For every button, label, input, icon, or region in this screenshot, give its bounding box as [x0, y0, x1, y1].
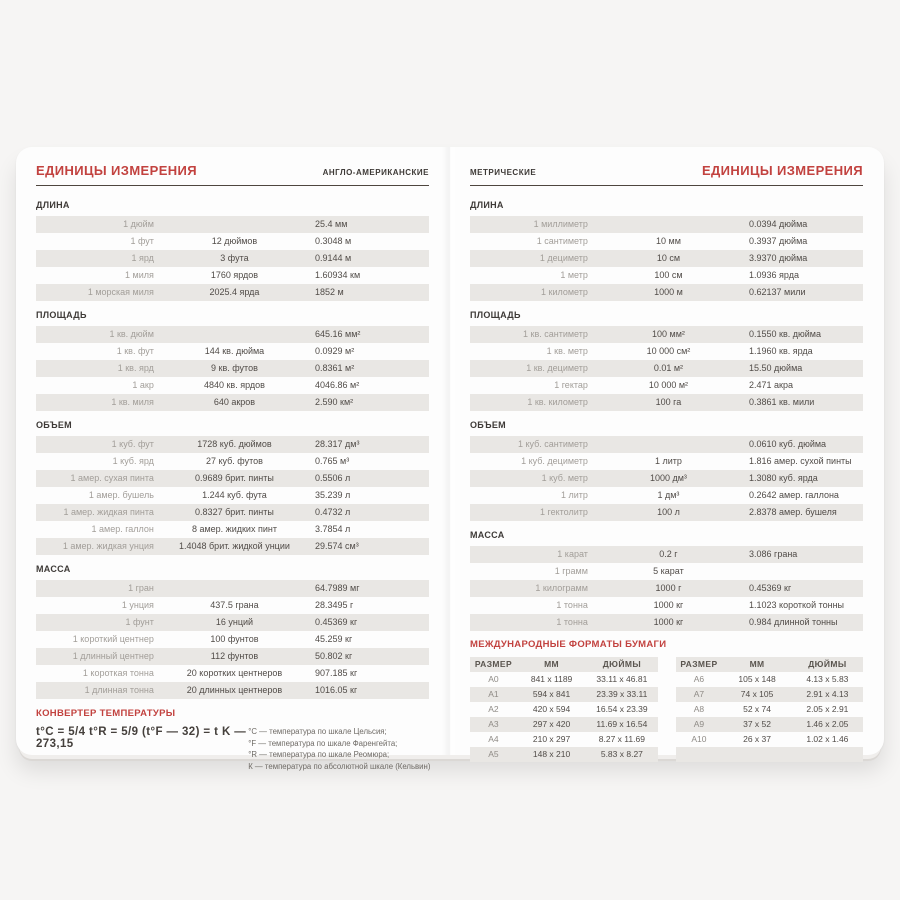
- unit-name: 1 фут: [130, 236, 154, 246]
- unit-value: 0.3861 кв. мили: [749, 397, 815, 407]
- section-rows: [36, 216, 429, 301]
- unit-value: 3.7854 л: [315, 524, 351, 534]
- unit-value: 2.8378 амер. бушеля: [749, 507, 837, 517]
- unit-name: 1 амер. бушель: [88, 490, 154, 500]
- table-row: [36, 343, 429, 360]
- paper-size-mm: 52 x 74: [743, 704, 771, 714]
- unit-equivalent: 2025.4 ярда: [209, 287, 260, 297]
- unit-name: 1 кв. миля: [111, 397, 154, 407]
- unit-value: 0.765 м³: [315, 456, 350, 466]
- unit-name: 1 километр: [541, 287, 588, 297]
- unit-name: 1 гектолитр: [540, 507, 588, 517]
- unit-value: 1852 м: [315, 287, 344, 297]
- unit-equivalent: 1 литр: [654, 456, 682, 466]
- unit-equivalent: 27 куб. футов: [205, 456, 263, 466]
- paper-table-a0-a5: [470, 657, 658, 762]
- paper-table-row: [676, 717, 864, 732]
- unit-equivalent: 437.5 грана: [210, 600, 259, 610]
- section-rows: [470, 216, 863, 301]
- paper-table-row: [470, 672, 658, 687]
- unit-value: 3.9370 дюйма: [749, 253, 808, 263]
- page-right: [450, 147, 884, 759]
- paper-formats-title: МЕЖДУНАРОДНЫЕ ФОРМАТЫ БУМАГИ: [470, 639, 667, 650]
- unit-equivalent: 20 длинных центнеров: [186, 685, 283, 695]
- unit-value: [749, 563, 863, 580]
- table-row: [470, 394, 863, 411]
- table-row: [36, 360, 429, 377]
- header-rule: [470, 185, 863, 186]
- unit-name: 1 кв. ярд: [117, 363, 154, 373]
- unit-value: 29.574 см³: [315, 541, 359, 551]
- unit-section: [470, 309, 863, 411]
- unit-value: 50.802 кг: [315, 651, 353, 661]
- page-title: ЕДИНИЦЫ ИЗМЕРЕНИЯ: [36, 163, 198, 178]
- unit-name: 1 тонна: [556, 617, 588, 627]
- paper-size-inches: 1.46 x 2.05: [806, 719, 849, 729]
- section-title: МАССА: [470, 530, 505, 540]
- unit-section: [36, 563, 429, 699]
- unit-equivalent: 100 л: [657, 507, 680, 517]
- paper-table-row: [676, 687, 864, 702]
- table-row: [36, 538, 429, 555]
- paper-size-mm: 594 x 841: [532, 689, 571, 699]
- paper-size-mm: 148 x 210: [532, 749, 571, 759]
- unit-name: 1 куб. сантиметр: [517, 439, 588, 449]
- temperature-body: [36, 726, 429, 773]
- unit-name: 1 кв. километр: [527, 397, 588, 407]
- paper-size-mm: 841 x 1189: [530, 674, 573, 684]
- table-row: [470, 216, 863, 233]
- section-rows: [470, 546, 863, 631]
- unit-equivalent: 1000 м: [654, 287, 683, 297]
- paper-size-mm: 210 x 297: [532, 734, 571, 744]
- unit-value: 0.1550 кв. дюйма: [749, 329, 821, 339]
- unit-equivalent: 100 см: [654, 270, 683, 280]
- temperature-legend-line: °F — температура по шкале Фаренгейта;: [248, 738, 398, 748]
- paper-column-header: ММ: [749, 659, 765, 669]
- unit-value: 0.0610 куб. дюйма: [749, 439, 827, 449]
- table-row: [36, 233, 429, 250]
- unit-name: 1 дециметр: [539, 253, 588, 263]
- unit-equivalent: 10 см: [656, 253, 681, 263]
- paper-table-row: [470, 717, 658, 732]
- section-rows: [470, 326, 863, 411]
- paper-column-header: РАЗМЕР: [680, 659, 718, 669]
- unit-value: 0.62137 мили: [749, 287, 806, 297]
- unit-value: 2.471 акра: [749, 380, 793, 390]
- paper-size-inches: 33.11 x 46.81: [596, 674, 648, 684]
- unit-equivalent: 10 000 см²: [646, 346, 691, 356]
- unit-value: 0.2642 амер. галлона: [749, 490, 839, 500]
- unit-equivalent: 144 кв. дюйма: [204, 346, 265, 356]
- unit-equivalent: 10 мм: [656, 236, 681, 246]
- table-row: [470, 504, 863, 521]
- unit-equivalent: 112 фунтов: [210, 651, 259, 661]
- paper-size-inches: 4.13 x 5.83: [806, 674, 849, 684]
- unit-name: 1 амер. галлон: [91, 524, 154, 534]
- unit-value: 64.7989 мг: [315, 583, 360, 593]
- table-row: [36, 487, 429, 504]
- unit-name: 1 кв. фут: [116, 346, 154, 356]
- unit-value: 0.45369 кг: [315, 617, 358, 627]
- table-row: [36, 394, 429, 411]
- paper-table-row: [470, 687, 658, 702]
- paper-table-row: [676, 732, 864, 747]
- table-row: [36, 250, 429, 267]
- unit-equivalent: 12 дюймов: [211, 236, 258, 246]
- page-header-left: [36, 163, 429, 181]
- paper-column-header: ДЮЙМЫ: [808, 659, 847, 669]
- unit-name: 1 кв. дециметр: [526, 363, 588, 373]
- table-row: [36, 267, 429, 284]
- paper-size-inches: 16.54 x 23.39: [596, 704, 648, 714]
- table-row: [36, 648, 429, 665]
- unit-name: 1 морская миля: [87, 287, 154, 297]
- table-row: [470, 436, 863, 453]
- unit-name: 1 унция: [121, 600, 154, 610]
- paper-table-row: [676, 747, 864, 762]
- unit-value: 1.1023 короткой тонны: [749, 600, 845, 610]
- unit-equivalent: 100 га: [655, 397, 682, 407]
- paper-table-header-row: [470, 657, 658, 672]
- unit-name: 1 короткий центнер: [72, 634, 154, 644]
- paper-size-inches: 2.05 x 2.91: [806, 704, 849, 714]
- unit-value: 4046.86 м²: [315, 380, 360, 390]
- page-left: [16, 147, 450, 772]
- paper-size-name: A7: [693, 689, 705, 699]
- unit-equivalent: 3 фута: [220, 253, 249, 263]
- unit-value: 1.60934 км: [315, 270, 361, 280]
- temperature-formula: t°C = 5/4 t°R = 5/9 (t°F — 32) = t K — 273,15: [36, 726, 247, 750]
- table-row: [470, 233, 863, 250]
- table-row: [36, 504, 429, 521]
- section-title: ДЛИНА: [470, 200, 504, 210]
- paper-table-row: [470, 732, 658, 747]
- table-row: [36, 614, 429, 631]
- unit-value: 2.590 км²: [315, 397, 354, 407]
- unit-section: [470, 199, 863, 301]
- section-title: МАССА: [36, 564, 71, 574]
- unit-equivalent: 1728 куб. дюймов: [197, 439, 272, 449]
- table-row: [470, 614, 863, 631]
- paper-table-row: [470, 702, 658, 717]
- unit-equivalent: 640 акров: [213, 397, 256, 407]
- table-row: [470, 377, 863, 394]
- temperature-legend-line: °C — температура по шкале Цельсия;: [248, 727, 387, 736]
- table-row: [470, 487, 863, 504]
- paper-size-inches: 11.69 x 16.54: [596, 719, 648, 729]
- unit-equivalent: 0.2 г: [659, 549, 678, 559]
- unit-name: 1 акр: [132, 380, 154, 390]
- paper-size-name: A8: [693, 704, 705, 714]
- unit-name: 1 амер. жидкая унция: [62, 541, 154, 551]
- page-title: ЕДИНИЦЫ ИЗМЕРЕНИЯ: [701, 163, 863, 178]
- paper-size-name: A5: [488, 749, 499, 759]
- paper-size-mm: 105 x 148: [738, 674, 776, 684]
- paper-size-inches: 2.91 x 4.13: [806, 689, 849, 699]
- unit-value: 1.3080 куб. ярда: [749, 473, 818, 483]
- unit-name: 1 длинный центнер: [72, 651, 154, 661]
- paper-table-row: [470, 747, 658, 762]
- unit-value: 0.5506 л: [315, 473, 351, 483]
- table-row: [36, 631, 429, 648]
- paper-formats: [470, 639, 863, 762]
- page-subtitle: МЕТРИЧЕСКИЕ: [470, 168, 537, 177]
- unit-equivalent: 100 мм²: [652, 329, 685, 339]
- page-subtitle: АНГЛО-АМЕРИКАНСКИЕ: [322, 168, 429, 177]
- unit-equivalent: 4840 кв. ярдов: [203, 380, 265, 390]
- unit-equivalent: 5 карат: [653, 566, 684, 576]
- section-rows: [470, 436, 863, 521]
- unit-equivalent: 20 коротких центнеров: [186, 668, 283, 678]
- unit-value: 1.0936 ярда: [749, 270, 799, 280]
- temperature-legend-line: °R — температура по шкале Реомюра;: [248, 750, 390, 760]
- table-row: [36, 682, 429, 699]
- table-row: [36, 453, 429, 470]
- table-row: [470, 360, 863, 377]
- paper-size-name: A1: [488, 689, 499, 699]
- unit-equivalent: 1000 кг: [653, 600, 684, 610]
- table-row: [470, 563, 863, 580]
- table-row: [36, 216, 429, 233]
- paper-size-mm: 26 x 37: [743, 734, 771, 744]
- unit-sections-right: [470, 199, 863, 631]
- section-title: ОБЪЕМ: [36, 420, 72, 430]
- paper-size-inches: 5.83 x 8.27: [600, 749, 643, 759]
- planner-spread: [16, 147, 884, 772]
- unit-section: [36, 309, 429, 411]
- paper-size-mm: 420 x 594: [532, 704, 571, 714]
- table-row: [470, 597, 863, 614]
- temperature-legend-line: К — температура по абсолютной шкале (Кельвин): [248, 762, 431, 772]
- unit-name: 1 карат: [557, 549, 588, 559]
- section-title: ОБЪЕМ: [470, 420, 506, 430]
- unit-name: 1 грамм: [554, 566, 588, 576]
- paper-size-mm: [722, 747, 791, 762]
- table-row: [470, 546, 863, 563]
- unit-name: 1 кв. дюйм: [109, 329, 154, 339]
- page-header-right: [470, 163, 863, 181]
- table-row: [470, 470, 863, 487]
- unit-value: 35.239 л: [315, 490, 351, 500]
- unit-equivalent: 1000 г: [655, 583, 682, 593]
- unit-name: 1 амер. сухая пинта: [70, 473, 154, 483]
- paper-tables: [470, 657, 863, 762]
- paper-table-row: [676, 672, 864, 687]
- paper-column-header: РАЗМЕР: [474, 659, 513, 669]
- table-row: [470, 580, 863, 597]
- unit-value: 45.259 кг: [315, 634, 353, 644]
- table-row: [36, 521, 429, 538]
- table-row: [36, 580, 429, 597]
- unit-value: 0.45369 кг: [749, 583, 792, 593]
- unit-equivalent: 10 000 м²: [648, 380, 689, 390]
- unit-value: 0.3048 м: [315, 236, 352, 246]
- unit-value: 3.086 грана: [749, 549, 798, 559]
- unit-value: 1.1960 кв. ярда: [749, 346, 813, 356]
- paper-size-mm: 37 x 52: [743, 719, 771, 729]
- unit-section: [470, 419, 863, 521]
- paper-size-name: A0: [488, 674, 499, 684]
- unit-value: 0.9144 м: [315, 253, 352, 263]
- unit-name: 1 сантиметр: [536, 236, 588, 246]
- unit-equivalent: 1000 дм³: [649, 473, 687, 483]
- unit-value: 645.16 мм²: [315, 329, 361, 339]
- unit-equivalent: 16 унций: [215, 617, 254, 627]
- unit-value: 28.3495 г: [315, 600, 354, 610]
- section-rows: [36, 580, 429, 699]
- unit-name: 1 куб. дециметр: [521, 456, 588, 466]
- unit-sections-left: [36, 199, 429, 699]
- unit-name: 1 короткая тонна: [82, 668, 154, 678]
- paper-size-name: A3: [488, 719, 499, 729]
- unit-name: 1 амер. жидкая пинта: [63, 507, 154, 517]
- unit-equivalent: [154, 216, 315, 233]
- unit-name: 1 длинная тонна: [84, 685, 154, 695]
- unit-name: 1 куб. ярд: [112, 456, 154, 466]
- paper-table-row: [676, 702, 864, 717]
- unit-value: 1.816 амер. сухой пинты: [749, 456, 852, 466]
- unit-name: 1 гектар: [554, 380, 588, 390]
- unit-name: 1 куб. метр: [541, 473, 588, 483]
- section-title: ДЛИНА: [36, 200, 70, 210]
- unit-value: 0.3937 дюйма: [749, 236, 808, 246]
- paper-size-name: A4: [488, 734, 499, 744]
- temperature-legend: [248, 726, 429, 773]
- paper-size-mm: 74 x 105: [740, 689, 774, 699]
- unit-value: 15.50 дюйма: [749, 363, 803, 373]
- unit-equivalent: [154, 580, 315, 597]
- unit-name: 1 килограмм: [535, 583, 588, 593]
- unit-equivalent: 1000 кг: [653, 617, 684, 627]
- paper-table-header-row: [676, 657, 864, 672]
- unit-equivalent: [588, 216, 749, 233]
- unit-value: 0.0394 дюйма: [749, 219, 808, 229]
- unit-value: 28.317 дм³: [315, 439, 360, 449]
- paper-size-inches: 1.02 x 1.46: [806, 734, 849, 744]
- unit-section: [36, 199, 429, 301]
- unit-value: 0.8361 м²: [315, 363, 355, 373]
- table-row: [470, 453, 863, 470]
- table-row: [36, 436, 429, 453]
- unit-equivalent: 0.01 м²: [653, 363, 684, 373]
- unit-name: 1 литр: [560, 490, 588, 500]
- unit-equivalent: 100 фунтов: [210, 634, 259, 644]
- unit-equivalent: 9 кв. футов: [211, 363, 258, 373]
- paper-size-name: A6: [693, 674, 705, 684]
- unit-value: 907.185 кг: [315, 668, 358, 678]
- paper-size-inches: 23.39 x 33.11: [596, 689, 648, 699]
- unit-equivalent: 1.4048 брит. жидкой унции: [179, 541, 290, 551]
- unit-value: 0.4732 л: [315, 507, 351, 517]
- unit-equivalent: [588, 436, 749, 453]
- unit-name: 1 метр: [560, 270, 588, 280]
- unit-section: [470, 529, 863, 631]
- table-row: [36, 597, 429, 614]
- table-row: [36, 326, 429, 343]
- unit-name: 1 ярд: [131, 253, 154, 263]
- section-rows: [36, 436, 429, 555]
- paper-size-inches: 8.27 x 11.69: [598, 734, 645, 744]
- temperature-converter: [36, 708, 429, 773]
- table-row: [36, 665, 429, 682]
- table-row: [470, 326, 863, 343]
- header-rule: [36, 185, 429, 186]
- unit-value: 1016.05 кг: [315, 685, 358, 695]
- unit-name: 1 куб. фут: [111, 439, 154, 449]
- paper-table-a6-a10: [676, 657, 864, 762]
- temperature-title: КОНВЕРТЕР ТЕМПЕРАТУРЫ: [36, 708, 176, 719]
- unit-equivalent: 1 дм³: [657, 490, 680, 500]
- paper-column-header: ДЮЙМЫ: [602, 659, 642, 669]
- unit-name: 1 тонна: [556, 600, 588, 610]
- section-title: ПЛОЩАДЬ: [36, 310, 87, 320]
- paper-column-header: ММ: [544, 659, 560, 669]
- unit-name: 1 миллиметр: [533, 219, 588, 229]
- unit-name: 1 кв. метр: [546, 346, 588, 356]
- table-row: [470, 250, 863, 267]
- unit-equivalent: 1760 ярдов: [210, 270, 259, 280]
- unit-equivalent: [154, 326, 315, 343]
- unit-equivalent: 1.244 куб. фута: [202, 490, 267, 500]
- paper-size-name: A9: [693, 719, 705, 729]
- paper-size-name: A10: [691, 734, 707, 744]
- paper-size-mm: 297 x 420: [532, 719, 571, 729]
- table-row: [470, 267, 863, 284]
- unit-value: 0.0929 м²: [315, 346, 355, 356]
- unit-value: 25.4 мм: [315, 219, 348, 229]
- unit-equivalent: 8 амер. жидких пинт: [191, 524, 277, 534]
- section-title: ПЛОЩАДЬ: [470, 310, 521, 320]
- unit-section: [36, 419, 429, 555]
- unit-name: 1 дюйм: [123, 219, 154, 229]
- table-row: [36, 470, 429, 487]
- table-row: [470, 284, 863, 301]
- table-row: [36, 377, 429, 394]
- table-row: [470, 343, 863, 360]
- section-rows: [36, 326, 429, 411]
- unit-equivalent: 0.9689 брит. пинты: [195, 473, 274, 483]
- paper-size-name: A2: [488, 704, 499, 714]
- unit-equivalent: 0.8327 брит. пинты: [195, 507, 274, 517]
- table-row: [36, 284, 429, 301]
- unit-value: 0.984 длинной тонны: [749, 617, 838, 627]
- paper-size-name: [676, 747, 723, 762]
- unit-name: 1 миля: [125, 270, 154, 280]
- paper-size-inches: [792, 747, 863, 762]
- unit-name: 1 гран: [128, 583, 154, 593]
- unit-name: 1 кв. сантиметр: [523, 329, 588, 339]
- unit-name: 1 фунт: [125, 617, 154, 627]
